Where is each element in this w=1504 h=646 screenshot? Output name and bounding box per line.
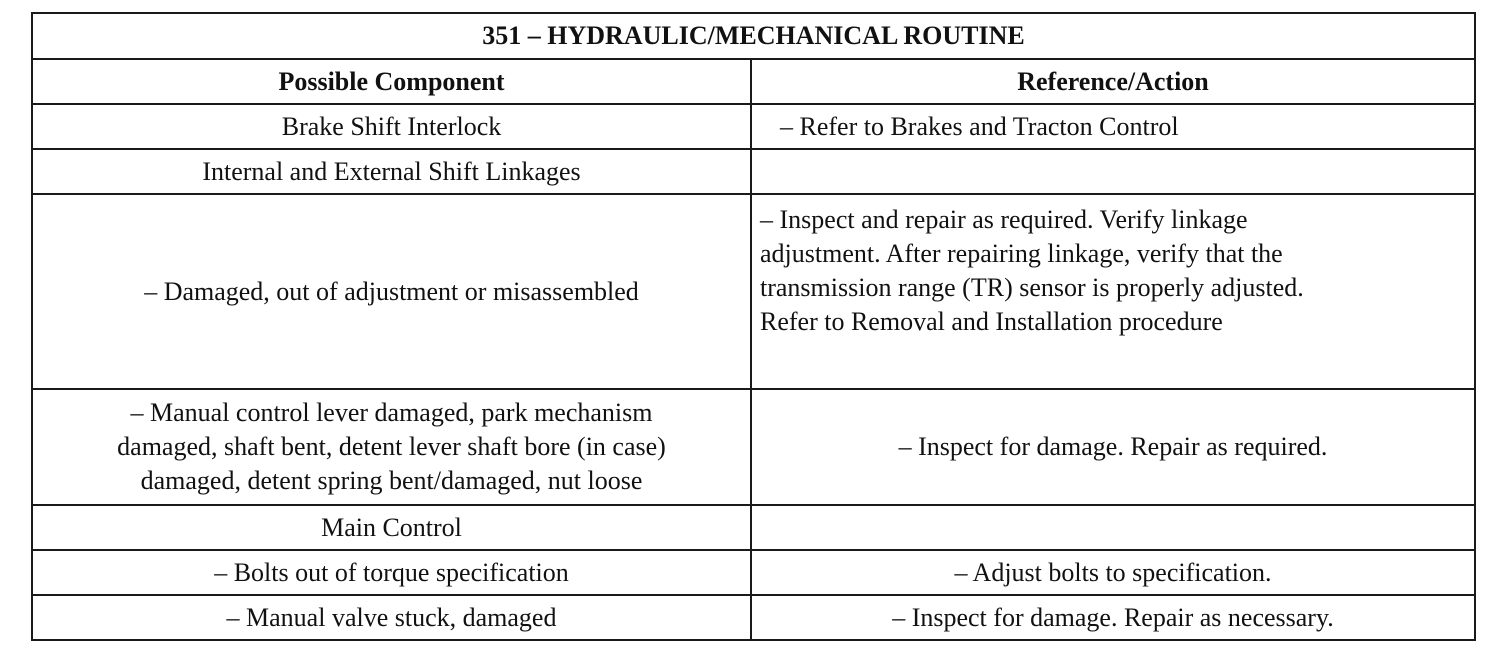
table-row — [32, 389, 1475, 505]
table-row — [32, 505, 1475, 550]
component-cell: Internal and External Shift Linkages — [32, 149, 751, 194]
table-row — [32, 550, 1475, 595]
component-cell: – Bolts out of torque specification — [32, 550, 751, 595]
table-row — [32, 104, 1475, 149]
action-cell — [751, 505, 1475, 550]
table-title-row — [32, 13, 1475, 59]
action-cell: – Inspect and repair as required. Verify linkage adjustment. After repairing linkage, verify that the transmission range (TR) sensor is properly adjusted. Refer to Removal and Installation procedure — [751, 194, 1475, 389]
component-cell: – Damaged, out of adjustment or misassembled — [32, 194, 751, 389]
action-cell — [751, 149, 1475, 194]
component-cell: Main Control — [32, 505, 751, 550]
hydraulic-mechanical-routine-table — [31, 12, 1476, 641]
action-cell: – Inspect for damage. Repair as required. — [751, 389, 1475, 505]
table-row — [32, 595, 1475, 640]
header-possible-component: Possible Component — [32, 59, 751, 104]
component-cell: – Manual valve stuck, damaged — [32, 595, 751, 640]
action-cell: – Adjust bolts to specification. — [751, 550, 1475, 595]
table-row — [32, 149, 1475, 194]
header-reference-action: Reference/Action — [751, 59, 1475, 104]
component-cell: – Manual control lever damaged, park mechanism damaged, shaft bent, detent lever shaft bore (in case) damaged, detent spring bent/damaged, nut loose — [32, 389, 751, 505]
table-header-row — [32, 59, 1475, 104]
action-cell: – Inspect for damage. Repair as necessary. — [751, 595, 1475, 640]
component-cell: Brake Shift Interlock — [32, 104, 751, 149]
table-title: 351 – HYDRAULIC/MECHANICAL ROUTINE — [32, 13, 1475, 59]
table-row — [32, 194, 1475, 389]
action-cell: – Refer to Brakes and Tracton Control — [751, 104, 1475, 149]
